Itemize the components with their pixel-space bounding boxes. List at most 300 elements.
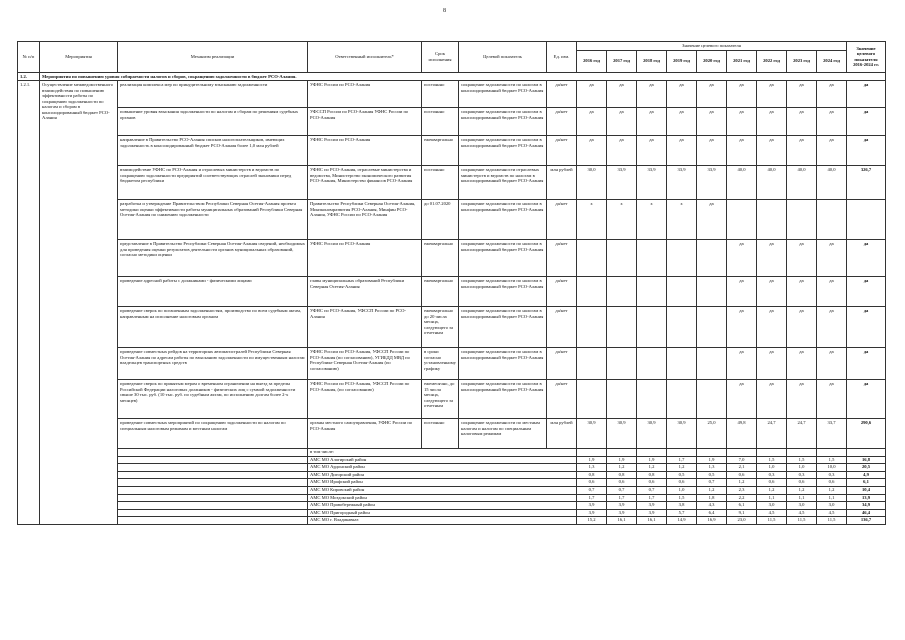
value-cell: х: [607, 200, 637, 240]
value-cell: да: [757, 380, 787, 419]
term-cell: постоянно: [422, 81, 459, 108]
indicator-cell: сокращение задолженности по налогам в консолидированный бюджет РСО-Алания: [459, 136, 547, 166]
value-cell: [727, 200, 757, 240]
term-cell: ежеквартально: [422, 240, 459, 277]
header-term: Срок исполнения: [422, 42, 459, 73]
value-cell: [667, 348, 697, 380]
value-cell: да: [817, 108, 847, 136]
value-cell: 0,7: [697, 479, 727, 487]
value-cell: да: [787, 307, 817, 348]
table-row: [18, 81, 886, 108]
district-row: [18, 494, 886, 502]
value-cell: 0,6: [757, 479, 787, 487]
total-cell: да: [847, 81, 886, 108]
value-cell: 24,7: [787, 419, 817, 449]
value-cell: [637, 348, 667, 380]
term-cell: в сроки согласно установленному графику: [422, 348, 459, 380]
value-cell: 6,4: [697, 509, 727, 517]
value-cell: 0,6: [727, 471, 757, 479]
value-cell: х: [637, 200, 667, 240]
value-cell: 1,2: [757, 486, 787, 494]
term-cell: ежемесячно, до 15 числа месяца, следующего за отчетным: [422, 380, 459, 419]
value-cell: да: [697, 108, 727, 136]
table-row: [18, 108, 886, 136]
value-cell: да: [757, 348, 787, 380]
value-cell: да: [727, 81, 757, 108]
value-cell: [607, 380, 637, 419]
indicator-cell: сокращение задолженности по налогам в консолидированный бюджет РСО-Алания: [459, 380, 547, 419]
including-row: [18, 449, 886, 457]
value-cell: 0,7: [577, 486, 607, 494]
term-cell: постоянно: [422, 419, 459, 449]
value-cell: 3,9: [577, 502, 607, 510]
value-cell: 1,2: [817, 486, 847, 494]
value-cell: [637, 307, 667, 348]
value-cell: 0,7: [637, 486, 667, 494]
value-cell: 4,5: [787, 509, 817, 517]
value-cell: 30,9: [637, 419, 667, 449]
executor-cell: УФНС России по РСО-Алания: [308, 240, 422, 277]
measures-table: [17, 41, 886, 525]
table-row: [18, 200, 886, 240]
value-cell: 3,8: [667, 502, 697, 510]
district-name: АМС МО Ардонский район: [308, 464, 577, 472]
mechanism-cell: разработка и утверждение Правительством Республики Северная Осетия-Алания проекта методики оценки эффективности работы муниципальных образований Республики Северная Осетия-Алания по снижению задолженности: [118, 200, 308, 240]
value-cell: 1,9: [607, 456, 637, 464]
value-cell: 0,3: [787, 471, 817, 479]
page-number: 8: [443, 8, 446, 14]
value-cell: 3,9: [607, 509, 637, 517]
value-cell: 16,1: [607, 517, 637, 525]
value-cell: 1,3: [697, 464, 727, 472]
value-cell: 9,1: [727, 509, 757, 517]
district-row: [18, 509, 886, 517]
value-cell: [697, 380, 727, 419]
district-row: [18, 456, 886, 464]
district-name: АМС МО Правобережный район: [308, 502, 577, 510]
term-cell: постоянно: [422, 108, 459, 136]
value-cell: да: [727, 277, 757, 307]
value-cell: 1,7: [607, 494, 637, 502]
value-cell: 40,0: [727, 166, 757, 200]
value-cell: [637, 277, 667, 307]
table-row: [18, 419, 886, 449]
header-year: 2016 год: [577, 50, 607, 72]
total-cell: 290,6: [847, 419, 886, 449]
value-cell: 1,5: [787, 456, 817, 464]
value-cell: 30,9: [577, 419, 607, 449]
header-values-group: Значение целевого показателя: [577, 42, 847, 51]
district-name: АМС МО Дигорский район: [308, 471, 577, 479]
unit-cell: да/нет: [547, 380, 577, 419]
unit-cell: да/нет: [547, 81, 577, 108]
district-row: [18, 479, 886, 487]
value-cell: 0,8: [607, 471, 637, 479]
value-cell: да: [697, 200, 727, 240]
empty-cell: [667, 449, 697, 457]
value-cell: 0,6: [577, 479, 607, 487]
total-cell: да: [847, 136, 886, 166]
value-cell: да: [637, 108, 667, 136]
value-cell: 1,9: [697, 456, 727, 464]
mechanism-cell: представление в Правительство Республики Северная Осетия-Алания сведений, необходимых для проведения оценки результатов деятельности органов муниципальных образований, согласно методики оценки: [118, 240, 308, 277]
header-year: 2023 год: [787, 50, 817, 72]
value-cell: [577, 307, 607, 348]
empty-cell: [847, 449, 886, 457]
value-cell: да: [817, 136, 847, 166]
value-cell: да: [637, 81, 667, 108]
value-cell: [667, 307, 697, 348]
value-cell: да: [667, 81, 697, 108]
executor-cell: органы местного самоуправления, УФНС России по РСО-Алания: [308, 419, 422, 449]
total-cell: 10,4: [847, 486, 886, 494]
indicator-cell: сокращение задолженности отраслевых министерств и ведомств по налогам в консолидированный бюджет РСО-Алания: [459, 166, 547, 200]
value-cell: 0,6: [667, 479, 697, 487]
section-row: [18, 72, 886, 81]
value-cell: да: [817, 240, 847, 277]
empty-cell: [118, 449, 308, 457]
value-cell: х: [667, 200, 697, 240]
executor-cell: УФНС России по РСО-Алания: [308, 136, 422, 166]
value-cell: [667, 380, 697, 419]
item-num: 1.2.1.: [18, 81, 40, 525]
value-cell: [667, 240, 697, 277]
value-cell: да: [787, 81, 817, 108]
value-cell: 6,1: [727, 502, 757, 510]
empty-cell: [757, 449, 787, 457]
executor-cell: УФНС по РСО-Алания, УФССП России по РСО-Алания: [308, 307, 422, 348]
value-cell: 33,9: [697, 166, 727, 200]
value-cell: да: [667, 108, 697, 136]
value-cell: 11,5: [757, 517, 787, 525]
value-cell: да: [607, 136, 637, 166]
value-cell: 3,9: [607, 502, 637, 510]
empty-cell: [118, 517, 308, 525]
value-cell: 0,8: [577, 471, 607, 479]
value-cell: да: [757, 108, 787, 136]
value-cell: 1,7: [637, 494, 667, 502]
header-year: 2022 год: [757, 50, 787, 72]
value-cell: 24,7: [757, 419, 787, 449]
value-cell: [697, 240, 727, 277]
district-name: АМС МО Алагирский район: [308, 456, 577, 464]
indicator-cell: сокращение задолженности по налогам в консолидированный бюджет РСО-Алания: [459, 307, 547, 348]
value-cell: 0,7: [607, 486, 637, 494]
value-cell: [667, 277, 697, 307]
value-cell: да: [577, 136, 607, 166]
value-cell: 1,9: [637, 456, 667, 464]
district-row: [18, 471, 886, 479]
value-cell: 11,5: [817, 517, 847, 525]
value-cell: 1,1: [757, 494, 787, 502]
value-cell: да: [727, 307, 757, 348]
value-cell: да: [817, 307, 847, 348]
value-cell: [637, 240, 667, 277]
executor-cell: главы муниципальных образований Республики Северная Осетия-Алания: [308, 277, 422, 307]
value-cell: [697, 307, 727, 348]
empty-cell: [787, 449, 817, 457]
indicator-cell: сокращение задолженности по налогам в консолидированный бюджет РСО-Алания: [459, 277, 547, 307]
indicator-cell: сокращение задолженности по налогам в консолидированный бюджет РСО-Алания: [459, 200, 547, 240]
term-cell: постоянно: [422, 166, 459, 200]
mechanism-cell: проведение совместных мероприятий по сокращению задолженности по налогам по специальным налоговым режимам и местным налогам: [118, 419, 308, 449]
total-cell: да: [847, 240, 886, 277]
value-cell: 33,9: [667, 166, 697, 200]
value-cell: 5,7: [667, 509, 697, 517]
value-cell: 0,5: [697, 471, 727, 479]
header-mechanism: Механизм реализации: [118, 42, 308, 73]
value-cell: да: [757, 136, 787, 166]
indicator-cell: сокращение задолженности по местным налогам и налогам по специальным налоговым режимам: [459, 419, 547, 449]
value-cell: да: [697, 81, 727, 108]
value-cell: да: [817, 81, 847, 108]
value-cell: [757, 200, 787, 240]
total-cell: да: [847, 108, 886, 136]
empty-cell: [118, 471, 308, 479]
term-cell: до 01.07.2020: [422, 200, 459, 240]
unit-cell: млн рублей: [547, 166, 577, 200]
executor-cell: УФНС по РСО-Алания, отраслевые министерства и ведомства, Министерство экономического развития РСО-Алания, Министерство финансов РСО-Алания: [308, 166, 422, 200]
value-cell: [577, 380, 607, 419]
value-cell: 15,2: [577, 517, 607, 525]
value-cell: [697, 348, 727, 380]
value-cell: 16,1: [637, 517, 667, 525]
value-cell: [577, 240, 607, 277]
district-name: АМС МО Моздокский район: [308, 494, 577, 502]
total-cell: да: [847, 348, 886, 380]
value-cell: [577, 277, 607, 307]
value-cell: 2,2: [727, 494, 757, 502]
header-num: № п/п: [18, 42, 40, 73]
total-cell: [847, 200, 886, 240]
value-cell: [607, 348, 637, 380]
value-cell: 1,5: [817, 456, 847, 464]
value-cell: 3,9: [637, 509, 667, 517]
executor-cell: УФССП России по РСО-Алания УФНС России по РСО-Алания: [308, 108, 422, 136]
total-cell: 136,7: [847, 517, 886, 525]
empty-cell: [118, 464, 308, 472]
table-row: [18, 166, 886, 200]
value-cell: да: [787, 348, 817, 380]
value-cell: 1,5: [757, 456, 787, 464]
empty-cell: [118, 509, 308, 517]
value-cell: [787, 200, 817, 240]
district-row: [18, 517, 886, 525]
district-name: АМС МО Ирафский район: [308, 479, 577, 487]
empty-cell: [118, 494, 308, 502]
empty-cell: [817, 449, 847, 457]
value-cell: 0,6: [787, 479, 817, 487]
value-cell: х: [577, 200, 607, 240]
term-cell: ежеквартально до 20 числа месяца, следующего за отчетным: [422, 307, 459, 348]
executor-cell: Правительство Республики Северная Осетия-Алания, Минэкономразвития РСО-Алания, Минфин РСО-Алания, УФНС России по РСО-Алания: [308, 200, 422, 240]
section-title: Мероприятия по повышению уровня собираемости налогов и сборов, сокращению задолженности в бюджет РСО-Алания.: [40, 72, 886, 81]
header-year: 2018 год: [637, 50, 667, 72]
value-cell: [607, 240, 637, 277]
indicator-cell: сокращение задолженности по налогам в консолидированный бюджет РСО-Алания: [459, 108, 547, 136]
value-cell: 1,0: [787, 464, 817, 472]
total-cell: 20,5: [847, 464, 886, 472]
value-cell: 23,0: [727, 517, 757, 525]
value-cell: да: [817, 348, 847, 380]
value-cell: да: [757, 307, 787, 348]
term-cell: ежеквартально: [422, 277, 459, 307]
executor-cell: УФНС России по РСО-Алания, УФССП России по РСО-Алания, (по согласованию): [308, 380, 422, 419]
table-row: [18, 240, 886, 277]
including-label: в том числе:: [308, 449, 577, 457]
value-cell: да: [667, 136, 697, 166]
indicator-cell: сокращение задолженности по налогам в консолидированный бюджет РСО-Алания: [459, 240, 547, 277]
value-cell: 1,8: [697, 494, 727, 502]
mechanism-cell: направление в Правительство РСО-Алания списков налогоплательщиков, имеющих задолженность в консолидированный бюджет РСО-Алания более 1,0 млн рублей: [118, 136, 308, 166]
value-cell: [637, 380, 667, 419]
table-row: [18, 348, 886, 380]
value-cell: 4,3: [697, 502, 727, 510]
value-cell: 40,0: [787, 166, 817, 200]
value-cell: 25,0: [697, 419, 727, 449]
empty-cell: [607, 449, 637, 457]
section-num: 1.2.: [18, 72, 40, 81]
value-cell: 2,1: [727, 464, 757, 472]
value-cell: 1,1: [817, 494, 847, 502]
value-cell: 1,5: [667, 494, 697, 502]
total-cell: 34,9: [847, 502, 886, 510]
executor-cell: УФНС России по РСО-Алания: [308, 81, 422, 108]
total-cell: да: [847, 277, 886, 307]
value-cell: 1,3: [577, 464, 607, 472]
value-cell: да: [787, 240, 817, 277]
value-cell: да: [727, 136, 757, 166]
total-cell: 16,8: [847, 456, 886, 464]
value-cell: 1,0: [667, 486, 697, 494]
header-total: Значение целевого показателя 2016-2024 гг.: [847, 42, 886, 73]
value-cell: 0,6: [817, 479, 847, 487]
total-cell: 326,7: [847, 166, 886, 200]
value-cell: 1,2: [697, 486, 727, 494]
header-executor: Ответственный исполнитель*: [308, 42, 422, 73]
table-row: [18, 380, 886, 419]
value-cell: да: [577, 108, 607, 136]
value-cell: 2,3: [727, 486, 757, 494]
header-indicator: Целевой показатель: [459, 42, 547, 73]
value-cell: да: [757, 81, 787, 108]
district-row: [18, 486, 886, 494]
value-cell: 4,5: [817, 509, 847, 517]
district-name: АМС МО г. Владикавказ: [308, 517, 577, 525]
value-cell: 1,2: [787, 486, 817, 494]
value-cell: 33,9: [607, 166, 637, 200]
value-cell: 4,5: [757, 509, 787, 517]
value-cell: да: [817, 380, 847, 419]
value-cell: 0,6: [637, 479, 667, 487]
value-cell: 33,9: [637, 166, 667, 200]
total-cell: да: [847, 380, 886, 419]
table-body: [18, 72, 886, 524]
value-cell: 40,0: [757, 166, 787, 200]
value-cell: 1,9: [577, 456, 607, 464]
value-cell: да: [757, 277, 787, 307]
header-unit: Ед. изм.: [547, 42, 577, 73]
district-name: АМС МО Пригородный район: [308, 509, 577, 517]
value-cell: 3,0: [817, 502, 847, 510]
total-cell: 4,9: [847, 471, 886, 479]
value-cell: [577, 348, 607, 380]
total-cell: 6,1: [847, 479, 886, 487]
value-cell: 3,0: [787, 502, 817, 510]
header-year: 2017 год: [607, 50, 637, 72]
value-cell: [607, 277, 637, 307]
value-cell: 1,2: [667, 464, 697, 472]
value-cell: 14,9: [667, 517, 697, 525]
value-cell: 10,0: [817, 464, 847, 472]
indicator-cell: сокращение задолженности по налогам в консолидированный бюджет РСО-Алания: [459, 81, 547, 108]
indicator-cell: сокращение задолженности по налогам в консолидированный бюджет РСО-Алания: [459, 348, 547, 380]
total-cell: 46,4: [847, 509, 886, 517]
value-cell: да: [787, 108, 817, 136]
value-cell: да: [637, 136, 667, 166]
value-cell: 11,5: [787, 517, 817, 525]
value-cell: да: [787, 277, 817, 307]
mechanism-cell: реализация комплекса мер по принудительному взысканию задолженности: [118, 81, 308, 108]
mechanism-cell: повышение уровня взыскания задолженности по налогам и сборам по решениям судебных органов: [118, 108, 308, 136]
value-cell: [697, 277, 727, 307]
header-year: 2021 год: [727, 50, 757, 72]
value-cell: 1,2: [637, 464, 667, 472]
value-cell: да: [727, 108, 757, 136]
value-cell: да: [607, 108, 637, 136]
value-cell: да: [607, 81, 637, 108]
unit-cell: да/нет: [547, 348, 577, 380]
mechanism-cell: взаимодействие УФНС по РСО-Алания и отраслевых министерств и ведомств по сокращению задолженности предприятий соответствующих отраслей экономики перед бюджетом республики: [118, 166, 308, 200]
mechanism-cell: проведение совместных рейдов на территориях автомагистралей Республики Северная Осетия-Алания по адресам работы по взысканию задолженности по имущественным налогам владельцев транспортных средств: [118, 348, 308, 380]
unit-cell: да/нет: [547, 240, 577, 277]
unit-cell: да/нет: [547, 277, 577, 307]
unit-cell: млн рублей: [547, 419, 577, 449]
empty-cell: [727, 449, 757, 457]
value-cell: 0,6: [607, 479, 637, 487]
value-cell: 0,8: [637, 471, 667, 479]
mechanism-cell: проведение адресной работы с должниками - физическими лицами: [118, 277, 308, 307]
header-year: 2024 год: [817, 50, 847, 72]
term-cell: ежеквартально: [422, 136, 459, 166]
unit-cell: да/нет: [547, 307, 577, 348]
empty-cell: [118, 479, 308, 487]
value-cell: 40,0: [817, 166, 847, 200]
value-cell: 1,1: [787, 494, 817, 502]
executor-cell: УФНС России по РСО-Алания, УФССП России по РСО-Алания (по согласованию), УГИБДД МВД по Республике Северная Осетия-Алания (по согласованию): [308, 348, 422, 380]
value-cell: 3,9: [637, 502, 667, 510]
value-cell: да: [727, 240, 757, 277]
value-cell: да: [787, 136, 817, 166]
value-cell: 1,2: [727, 479, 757, 487]
value-cell: 30,9: [607, 419, 637, 449]
value-cell: 0,3: [817, 471, 847, 479]
value-cell: 7,0: [727, 456, 757, 464]
value-cell: да: [727, 380, 757, 419]
total-cell: 13,9: [847, 494, 886, 502]
value-cell: 30,0: [577, 166, 607, 200]
value-cell: 0,5: [667, 471, 697, 479]
header-year: 2019 год: [667, 50, 697, 72]
unit-cell: да/нет: [547, 136, 577, 166]
district-row: [18, 502, 886, 510]
mechanism-cell: проведение сверок по погашенным задолженностям, производство по всем судебным актам, направленным на исполнение налоговым органом: [118, 307, 308, 348]
unit-cell: да/нет: [547, 200, 577, 240]
value-cell: 3,9: [577, 509, 607, 517]
value-cell: 0,3: [757, 471, 787, 479]
table-row: [18, 136, 886, 166]
header-year: 2020 год: [697, 50, 727, 72]
